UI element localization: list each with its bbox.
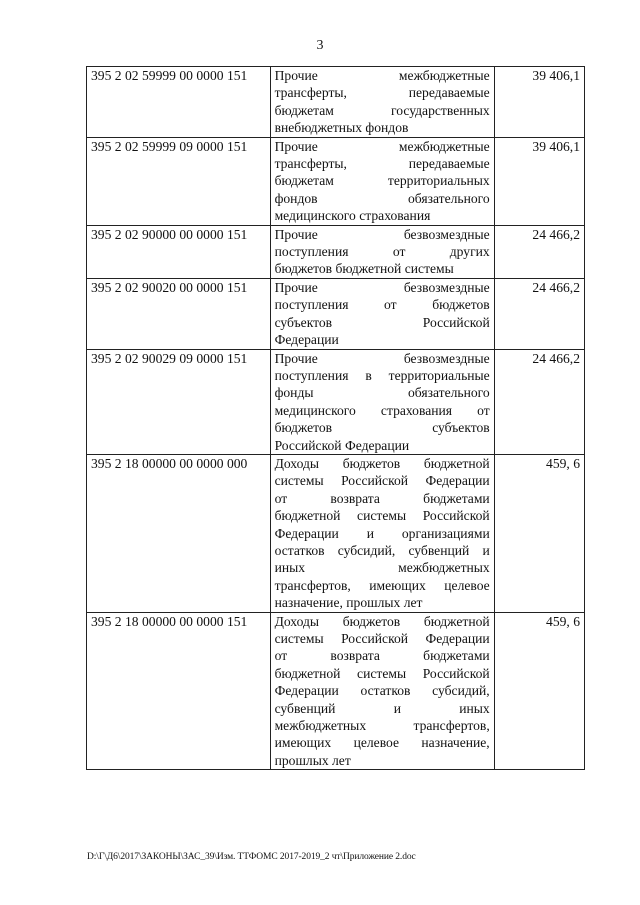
description-line: от возврата бюджетами bbox=[274, 490, 490, 506]
description-line: трансфертов, имеющих целевое bbox=[274, 577, 490, 593]
revenue-description bbox=[270, 612, 494, 770]
description-line: субъектов Российской bbox=[274, 314, 490, 330]
description-line: от возврата бюджетами bbox=[274, 648, 490, 664]
description-line: фонды обязательного bbox=[274, 385, 490, 401]
description-line: Прочие безвозмездные bbox=[274, 226, 490, 242]
description-line: межбюджетных трансфертов, bbox=[274, 718, 490, 734]
description-line: Федерации bbox=[274, 332, 339, 348]
description-line: бюджетам территориальных bbox=[274, 173, 490, 189]
description-line: медицинского страхования bbox=[274, 208, 431, 224]
classification-code: 395 2 18 00000 00 0000 000 bbox=[87, 454, 271, 612]
amount-value: 24 466,2 bbox=[494, 349, 584, 454]
description-line: Прочие безвозмездные bbox=[274, 279, 490, 295]
description-line: Прочие безвозмездные bbox=[274, 350, 490, 366]
description-line: бюджетов субъектов bbox=[274, 420, 490, 436]
description-line: прошлых лет bbox=[274, 752, 351, 768]
table-row bbox=[87, 349, 585, 454]
classification-code: 395 2 02 59999 00 0000 151 bbox=[87, 67, 271, 138]
amount-value: 24 466,2 bbox=[494, 278, 584, 349]
amount-value: 459, 6 bbox=[494, 612, 584, 770]
classification-code: 395 2 02 90029 09 0000 151 bbox=[87, 349, 271, 454]
description-line: системы Российской Федерации bbox=[274, 631, 490, 646]
amount-value: 459, 6 bbox=[494, 454, 584, 612]
classification-code: 395 2 02 59999 09 0000 151 bbox=[87, 137, 271, 225]
classification-code: 395 2 18 00000 00 0000 151 bbox=[87, 612, 271, 770]
revenue-description bbox=[270, 278, 494, 349]
table-row bbox=[87, 225, 585, 278]
revenue-description bbox=[270, 67, 494, 138]
page-number: 3 bbox=[316, 38, 324, 53]
table-row bbox=[87, 278, 585, 349]
document-file-path: D:\Г\Д6\2017\ЗАКОНЫ\ЗАС_39\Изм. ТТФОМС 2017-2019_2 чт\Приложение 2.doc bbox=[87, 852, 416, 862]
description-line: Российской Федерации bbox=[274, 437, 410, 453]
description-line: остатков субсидий, субвенций и bbox=[274, 542, 490, 558]
description-line: Федерации и организациями bbox=[274, 525, 490, 541]
description-line: внебюджетных фондов bbox=[274, 120, 409, 136]
description-line: Прочие межбюджетные bbox=[274, 138, 490, 154]
revenue-description bbox=[270, 137, 494, 225]
description-line: иных межбюджетных bbox=[274, 560, 490, 576]
classification-code: 395 2 02 90000 00 0000 151 bbox=[87, 225, 271, 278]
table-row bbox=[87, 137, 585, 225]
amount-value: 39 406,1 bbox=[494, 67, 584, 138]
description-line: системы Российской Федерации bbox=[274, 473, 490, 489]
description-line: Прочие межбюджетные bbox=[274, 68, 490, 83]
table-row bbox=[87, 67, 585, 138]
description-line: бюджетной системы Российской bbox=[274, 508, 490, 524]
description-line: бюджетам государственных bbox=[274, 102, 490, 118]
description-line: бюджетной системы Российской bbox=[274, 665, 490, 681]
description-line: бюджетов бюджетной системы bbox=[274, 261, 454, 277]
amount-value: 39 406,1 bbox=[494, 137, 584, 225]
table-row bbox=[87, 454, 585, 612]
description-line: поступления от других bbox=[274, 244, 490, 260]
description-line: трансферты, передаваемые bbox=[274, 85, 490, 101]
budget-revenue-table bbox=[86, 66, 585, 770]
revenue-description bbox=[270, 454, 494, 612]
table-body bbox=[87, 67, 585, 770]
classification-code: 395 2 02 90020 00 0000 151 bbox=[87, 278, 271, 349]
description-line: имеющих целевое назначение, bbox=[274, 735, 490, 751]
description-line: поступления в территориальные bbox=[274, 367, 490, 383]
description-line: назначение, прошлых лет bbox=[274, 595, 423, 611]
description-line: поступления от бюджетов bbox=[274, 297, 490, 313]
description-line: субвенций и иных bbox=[274, 700, 490, 716]
table-row bbox=[87, 612, 585, 770]
description-line: медицинского страхования от bbox=[274, 402, 490, 418]
description-line: Доходы бюджетов бюджетной bbox=[274, 613, 490, 629]
revenue-description bbox=[270, 349, 494, 454]
description-line: фондов обязательного bbox=[274, 190, 490, 206]
description-line: Доходы бюджетов бюджетной bbox=[274, 455, 490, 471]
description-line: трансферты, передаваемые bbox=[274, 156, 490, 172]
description-line: Федерации остатков субсидий, bbox=[274, 683, 490, 699]
revenue-description bbox=[270, 225, 494, 278]
amount-value: 24 466,2 bbox=[494, 225, 584, 278]
